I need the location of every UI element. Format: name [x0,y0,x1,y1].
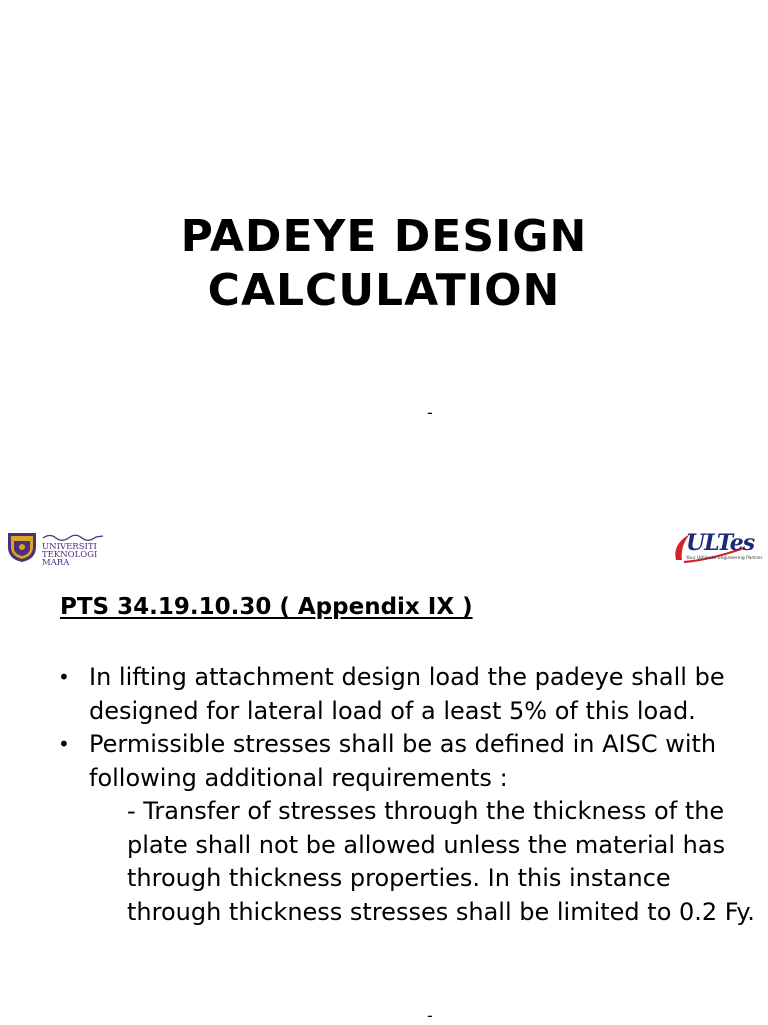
list-item [58,728,758,795]
bullet-dot-icon: • [58,665,70,689]
list-item [58,661,758,728]
title-line-1: PADEYE DESIGN [180,211,588,262]
uitm-line-1: UNIVERSITI [42,542,97,552]
ultes-tagline: Your Ultimate Engineering Partner [686,556,763,561]
title-line-2: CALCULATION [207,265,561,316]
ultes-wordmark: ULTes [686,530,755,556]
bullet-text: Permissible stresses shall be as defined in AISC with following additional requirements : [89,730,717,792]
slide-footer-mark: - [427,1006,433,1025]
slide-title-heading [0,210,768,318]
uitm-crest-icon [6,529,38,563]
sub-item: - Transfer of stresses through the thickness of the plate shall not be allowed unless the material has through thickness properties. In this instance through thickness stresses shall be limited to 0.2 Fy. [127,797,755,926]
slide-content [0,512,768,1024]
uitm-wordmark [42,543,97,567]
bullet-text: In lifting attachment design load the padeye shall be designed for lateral load of a least 5% of this load. [89,663,725,725]
ultes-logo [670,526,763,566]
bullet-list [58,661,758,929]
slide-footer-mark: - [427,403,433,422]
bullet-dot-icon: • [58,732,70,756]
uitm-line-2: TEKNOLOGI [42,550,98,560]
uitm-logo [6,527,106,567]
section-heading: PTS 34.19.10.30 ( Appendix IX ) [60,594,473,620]
uitm-jawi-script [42,531,104,541]
uitm-line-3: MARA [42,558,70,568]
slide-title [0,0,768,512]
